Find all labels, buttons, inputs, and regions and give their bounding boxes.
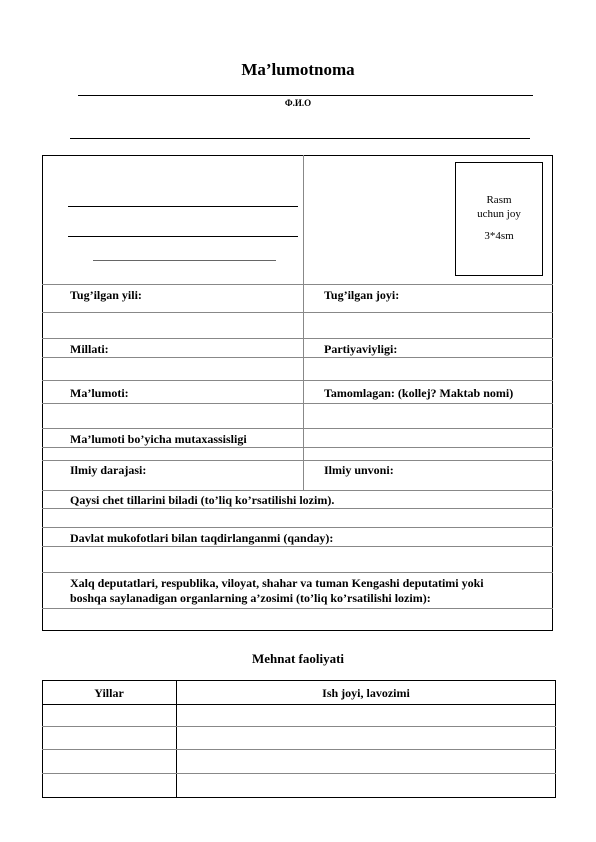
row-divider	[42, 447, 553, 448]
fio-label: Ф.И.О	[284, 98, 312, 108]
row-divider	[42, 338, 553, 339]
photo-placeholder	[455, 162, 543, 276]
deputy-label-line2: boshqa saylanadigan organlarning a’zosimi (to’liq ko’rsatilishi lozim):	[70, 591, 431, 605]
table-row[interactable]	[42, 773, 556, 774]
fio-line-top	[78, 95, 533, 96]
birth-place-label: Tug’ilgan joyi:	[324, 288, 400, 302]
party-label: Partiyaviyligi:	[324, 342, 398, 356]
table-row[interactable]	[42, 749, 556, 750]
specialty-label: Ma’lumoti bo’yicha mutaxassisligi	[70, 432, 247, 446]
row-divider	[42, 460, 553, 461]
work-section-title: Mehnat faoliyati	[251, 651, 345, 666]
row-divider	[42, 490, 553, 491]
document-title: Ma’lumotnoma	[241, 60, 355, 79]
row-divider	[42, 428, 553, 429]
row-divider	[42, 527, 553, 528]
row-divider	[42, 312, 553, 313]
academic-degree-label: Ilmiy darajasi:	[70, 463, 147, 477]
row-divider	[42, 608, 553, 609]
birth-year-label: Tug’ilgan yili:	[70, 288, 142, 302]
name-blank-1[interactable]	[68, 206, 298, 207]
photo-label-line2: uchun joy	[477, 208, 521, 220]
table-row[interactable]	[42, 726, 556, 727]
row-divider	[42, 546, 553, 547]
deputy-label-line1: Xalq deputatlari, respublika, viloyat, shahar va tuman Kengashi deputatimi yoki	[70, 576, 484, 590]
graduated-label: Tamomlagan: (kollej? Maktab nomi)	[324, 386, 514, 400]
row-divider	[42, 357, 553, 358]
column-divider	[303, 155, 304, 490]
row-divider	[42, 508, 553, 509]
row-divider	[42, 403, 553, 404]
table-row	[42, 704, 556, 705]
education-label: Ma’lumoti:	[70, 386, 129, 400]
work-col-years: Yillar	[94, 686, 124, 700]
work-col-place: Ish joyi, lavozimi	[322, 686, 410, 700]
nationality-label: Millati:	[70, 342, 109, 356]
academic-title-label: Ilmiy unvoni:	[324, 463, 394, 477]
row-divider	[42, 572, 553, 573]
row-divider	[42, 380, 553, 381]
awards-label: Davlat mukofotlari bilan taqdirlanganmi (qanday):	[70, 531, 334, 545]
fio-line-bottom	[70, 138, 530, 139]
photo-size-label: 3*4sm	[484, 230, 514, 242]
photo-label-line1: Rasm	[486, 194, 512, 206]
row-divider	[42, 284, 553, 285]
name-blank-3[interactable]	[93, 260, 276, 261]
languages-label: Qaysi chet tillarini biladi (to’liq ko’rsatilishi lozim).	[70, 493, 335, 507]
name-blank-2[interactable]	[68, 236, 298, 237]
